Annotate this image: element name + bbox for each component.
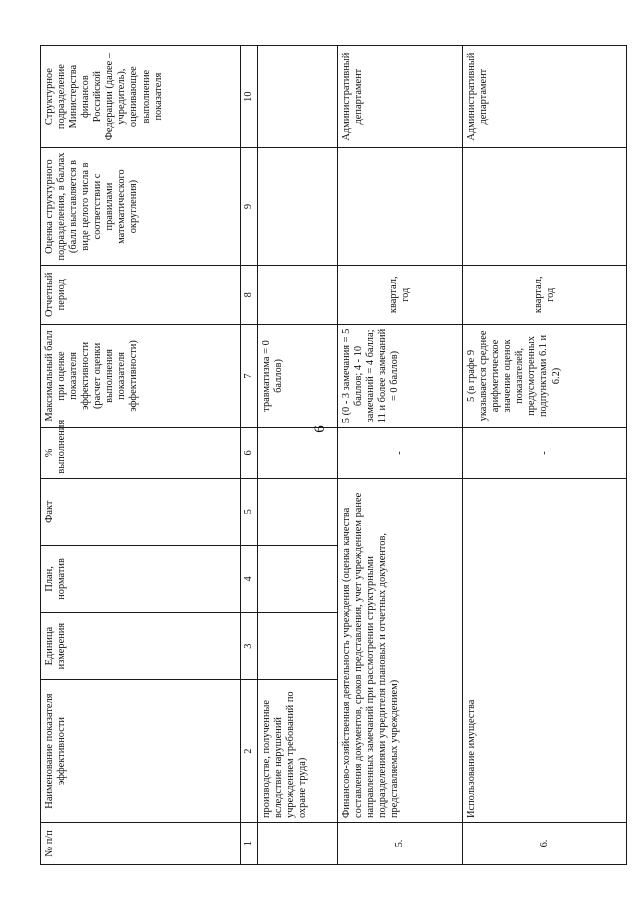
column-number: 8 <box>241 265 258 324</box>
indicator-name: Финансово-хозяйственная деятельность учреждения (оценка качества составления документов, сроков представления, учет учреждением ранее направленных замечаний при рассмотрении структурными подразделениями учредителя плановых и отчетных документов, представляемых учреждением) <box>338 478 463 822</box>
row-number: 5. <box>338 823 463 865</box>
column-number: 7 <box>241 324 258 428</box>
header-unit: Единица измерения <box>41 613 241 680</box>
percent-cell: - <box>463 428 627 478</box>
header-row <box>41 46 241 865</box>
column-number: 3 <box>241 613 258 680</box>
department-cell: Административный департамент <box>463 46 627 148</box>
column-number: 4 <box>241 545 258 612</box>
column-number: 10 <box>241 46 258 148</box>
header-percent: % выполнения <box>41 428 241 478</box>
table-row <box>258 46 338 865</box>
column-number: 2 <box>241 680 258 823</box>
period-cell: квартал, год <box>463 265 627 324</box>
score-cell <box>338 148 463 266</box>
department-cell <box>258 46 338 148</box>
table-row <box>338 46 463 865</box>
department-cell: Административный департамент <box>338 46 463 148</box>
percent-cell <box>258 428 338 478</box>
efficiency-indicators-table <box>40 45 627 865</box>
max-score-cell: 5 (0 - 3 замечания = 5 баллов; 4 - 10 замечаний = 4 балла; 11 и более замечаний = 0 баллов) <box>338 324 463 428</box>
max-score-cell: травматизма = 0 баллов) <box>258 324 338 428</box>
column-number: 1 <box>241 823 258 865</box>
indicator-name: производстве, полученные вследствие нарушений учреждением требований по охране труда) <box>258 680 338 823</box>
period-cell <box>258 265 338 324</box>
column-number: 5 <box>241 478 258 545</box>
header-indicator-name: Наименование показателя эффективности <box>41 680 241 823</box>
score-cell <box>463 148 627 266</box>
row-number: 6. <box>463 823 627 865</box>
column-number: 6 <box>241 428 258 478</box>
header-max-score: Максимальный балл при оценке показателя эффективности (расчет оценки выполнения показателя эффективности) <box>41 324 241 428</box>
page-number: 6 <box>312 425 328 433</box>
score-cell <box>258 148 338 266</box>
unit-cell <box>258 613 338 680</box>
max-score-cell: 5 (в графе 9 указывается среднее арифметическое значение оценок показателей, предусмотренных подпунктами 6.1 и 6.2) <box>463 324 627 428</box>
percent-cell: - <box>338 428 463 478</box>
header-score: Оценка структурного подразделения, в баллах (балл выставляется в виде целого числа в соответствии с правилами математического округления) <box>41 148 241 266</box>
header-department: Структурное подразделение Министерства финансов Российской Федерации (далее – учредитель), оценивающее выполнение показателя <box>41 46 241 148</box>
indicator-name: Использование имущества <box>463 478 627 822</box>
rotated-table-container <box>40 45 625 865</box>
column-number-row <box>241 46 258 865</box>
header-number: № п/п <box>41 823 241 865</box>
table-row <box>463 46 627 865</box>
header-plan: План, норматив <box>41 545 241 612</box>
column-number: 9 <box>241 148 258 266</box>
fact-cell <box>258 478 338 545</box>
period-cell: квартал, год <box>338 265 463 324</box>
plan-cell <box>258 545 338 612</box>
header-period: Отчетный период <box>41 265 241 324</box>
header-fact: Факт <box>41 478 241 545</box>
row-number <box>258 823 338 865</box>
